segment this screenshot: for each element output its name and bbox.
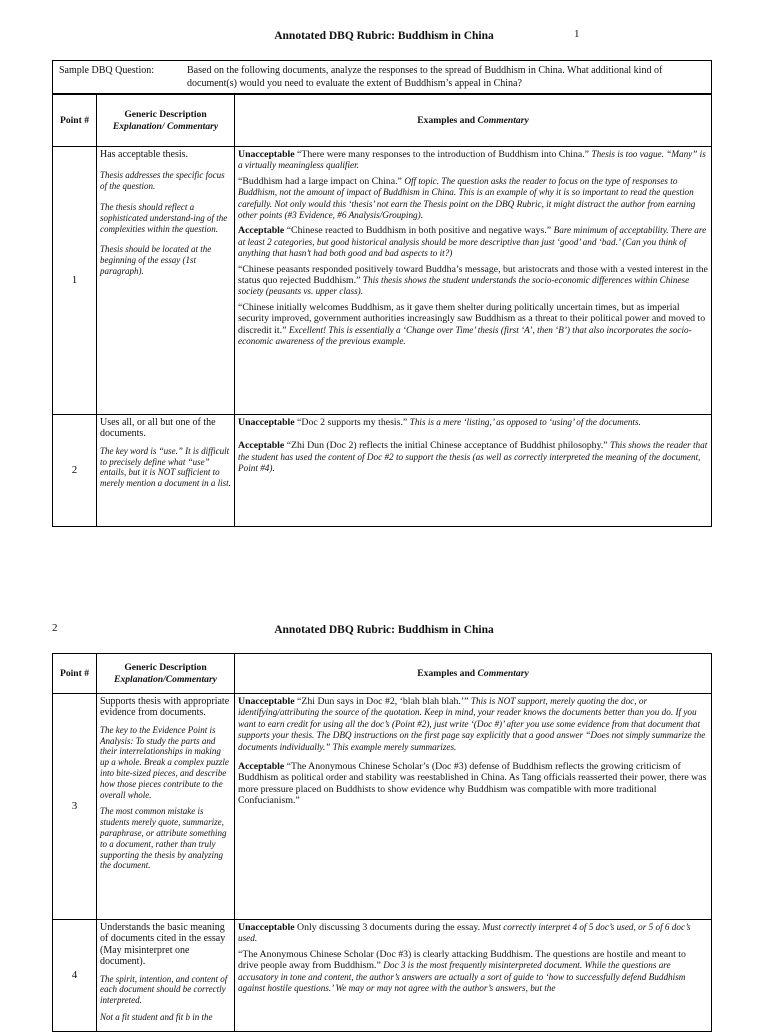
example-quote: Only discussing 3 documents during the essay. — [294, 922, 483, 933]
header-commentary-label: Commentary — [477, 114, 529, 126]
header-point: Point # — [53, 654, 97, 694]
example-comment: Doc 3 is the most frequently misinterpreted document. While the questions are accusatory in tone and content, the author’s answers are actually a sort of guide to ‘how to successfully defend Buddhism against hostile questions.’ We may or may not agree with the author’s answers, but the — [238, 960, 686, 994]
header-examples — [235, 654, 712, 694]
example-comment: Must correctly interpret 4 of 5 doc’s used, or 5 of 6 doc’s used. — [238, 922, 691, 944]
example-item — [238, 417, 708, 428]
example-comment: This thesis shows the student understands the socio-economic differences within Chinese society (peasants vs. upper class). — [238, 275, 690, 297]
description-cell — [97, 920, 235, 1032]
point-number: 4 — [53, 920, 97, 1032]
header-examples-label: Examples and — [417, 667, 478, 679]
example-label: Unacceptable — [238, 417, 295, 428]
example-comment: Excellent! This is essentially a ‘Change over Time’ thesis (first ‘A’, then ‘B’) that also incorporates the socio-economic awareness of the previous example. — [238, 324, 692, 347]
header-description — [97, 95, 235, 147]
header-desc-sub: Explanation/Commentary — [114, 673, 217, 685]
example-label: Acceptable — [238, 440, 285, 452]
example-item — [238, 302, 708, 348]
description-cell — [97, 415, 235, 527]
examples-cell — [235, 147, 712, 415]
rubric-table-page1 — [52, 94, 712, 527]
description-cell — [97, 694, 235, 920]
header-desc-main: Generic Description — [124, 662, 207, 674]
header-point: Point # — [53, 95, 97, 147]
header-examples-label: Examples and — [417, 114, 478, 126]
desc-main: Understands the basic meaning of documents cited in the essay (May misinterpret one document). — [100, 922, 226, 968]
header-row — [53, 654, 712, 694]
example-quote: “Buddhism had a large impact on China.” — [238, 175, 405, 187]
examples-cell — [235, 920, 712, 1032]
example-item — [238, 922, 708, 945]
header-description — [97, 654, 235, 694]
example-item — [238, 949, 708, 995]
example-comment: Bare minimum of acceptability. There are at least 2 categories, but good historical analysis should be more descriptive than just ‘good’ and ‘bad.’ (Can you think of anything that hasn’t had both good and bad aspects to it?) — [238, 225, 707, 259]
desc-note: Not a fit student and fit b in the — [100, 1012, 213, 1023]
example-item — [238, 761, 708, 807]
header-desc-main: Generic Description — [124, 109, 207, 121]
page-title: Annotated DBQ Rubric: Buddhism in China — [274, 30, 494, 42]
page-number: 1 — [574, 28, 580, 40]
example-quote: “The Anonymous Chinese Scholar’s (Doc #3) defense of Buddhism reflects the growing criticism of Buddhism as political order and stability was reestablished in China. As Tang officials reasserted their power, there was more pressure placed on Buddhists to show evidence why Buddhism was compatible with more traditional Confucianism.” — [238, 761, 707, 807]
example-item — [238, 264, 708, 298]
examples-cell — [235, 415, 712, 527]
examples-cell — [235, 694, 712, 920]
desc-main: Has acceptable thesis. — [100, 149, 189, 160]
example-comment: Thesis is too vague. “Many” is a virtually meaningless qualifier. — [238, 149, 706, 171]
header-row — [53, 95, 712, 147]
desc-note: Thesis addresses the specific focus of the question. — [100, 170, 225, 192]
example-quote: “Doc 2 supports my thesis.” — [294, 417, 410, 428]
rubric-table-page2 — [52, 653, 712, 1032]
point-number: 2 — [53, 415, 97, 527]
example-quote: “Zhi Dun (Doc 2) reflects the initial Chinese acceptance of Buddhist philosophy.” — [284, 440, 611, 452]
desc-note: Thesis should be located at the beginning of the essay (1st paragraph). — [100, 244, 212, 276]
header-commentary-label: Commentary — [477, 667, 529, 679]
point-number: 3 — [53, 694, 97, 920]
question-text: Based on the following documents, analyze the responses to the spread of Buddhism in China. What additional kind of document(s) would you need to evaluate the extent of Buddhism’s appeal in China? — [187, 65, 663, 89]
header-examples — [235, 95, 712, 147]
page-title: Annotated DBQ Rubric: Buddhism in China — [274, 624, 494, 636]
example-item — [238, 225, 708, 259]
example-item — [238, 696, 708, 753]
example-quote: “The Anonymous Chinese Scholar (Doc #3) is clearly attacking Buddhism. The questions are hostile and meant to drive people away from Buddhism.” — [238, 948, 686, 972]
table-row — [53, 415, 712, 527]
desc-note: The spirit, intention, and content of each document should be correctly interpreted. — [100, 973, 228, 1006]
page-number: 2 — [52, 622, 58, 634]
example-label: Unacceptable — [238, 696, 295, 707]
header-desc-sub: Explanation/ Commentary — [112, 120, 219, 132]
desc-main: Uses all, or all but one of the documents. — [100, 417, 216, 440]
point-number: 1 — [53, 147, 97, 415]
desc-note: The key to the Evidence Point is Analysis: To study the parts and their interrelationships in making up a whole. Break a complex puzzle into bite-sized pieces, and describe how those pieces contribute to the overall whole. — [100, 724, 229, 800]
example-item — [238, 149, 708, 172]
table-row — [53, 694, 712, 920]
example-comment: Off topic. The question asks the reader to focus on the type of responses to Buddhism, not the amount of impact of Buddhism in China. This is an example of why it is so important to read the question carefully. Not only would this ‘thesis’ not earn the Thesis point on the DBQ Rubric, it might distract the author from earning other points (#3 Evidence, #6 Analysis/Grouping). — [238, 175, 696, 221]
example-quote: “Zhi Dun says in Doc #2, ‘blah blah blah.’” — [294, 696, 471, 707]
example-label: Acceptable — [238, 761, 285, 773]
table-row — [53, 920, 712, 1032]
table-row — [53, 147, 712, 415]
desc-main: Supports thesis with appropriate evidence from documents. — [100, 696, 230, 719]
example-item — [238, 176, 708, 222]
example-item — [238, 440, 708, 474]
question-box — [52, 60, 712, 94]
question-label: Sample DBQ Question: — [59, 65, 154, 76]
example-quote: “Chinese initially welcomes Buddhism, as it gave them shelter during politically uncertain times, but as imperial security improved, government authorities increasingly saw Buddhism as a threat to their political power and moved to discredit it.” — [238, 301, 706, 336]
example-comment: This is a mere ‘listing,’ as opposed to ‘using’ of the documents. — [409, 417, 641, 427]
example-comment: This is NOT support, merely quoting the doc, or identifying/attributing the source of the quotation. Keep in mind, your reader knows the documents better than you do. If you want to earn credit for using all the doc’s (Point #2), just write ‘(Doc #)’ after you use some evidence from that document that supports your thesis. The DBQ instructions on the first page say explicitly that a good answer “Does not simply summarize the documents individually.” This example merely summarizes. — [238, 696, 706, 752]
example-label: Unacceptable — [238, 922, 295, 933]
desc-note: The thesis should reflect a sophisticated understand-ing of the complexities within the question. — [100, 202, 228, 234]
example-quote: “There were many responses to the introduction of Buddhism into China.” — [294, 149, 592, 160]
desc-note: The most common mistake is students merely quote, summarize, paraphrase, or attribute something to a document, rather than truly supporting the thesis by analyzing the document. — [100, 806, 227, 871]
example-quote: “Chinese peasants responded positively toward Buddha’s message, but aristocrats and those with a vested interest in the status quo rejected Buddhism.” — [238, 263, 708, 287]
example-quote: “Chinese reacted to Buddhism in both positive and negative ways.” — [284, 225, 554, 237]
example-label: Unacceptable — [238, 149, 295, 160]
description-cell — [97, 147, 235, 415]
example-comment: This shows the reader that the student has used the content of Doc #2 to support the thesis (as well as correctly interpreted the meaning of the document, Point #4). — [238, 440, 708, 474]
desc-note: The key word is “use.” It is difficult to precisely define what “use” entails, but it is NOT sufficient to merely mention a document in a list. — [100, 445, 231, 489]
example-label: Acceptable — [238, 225, 285, 237]
